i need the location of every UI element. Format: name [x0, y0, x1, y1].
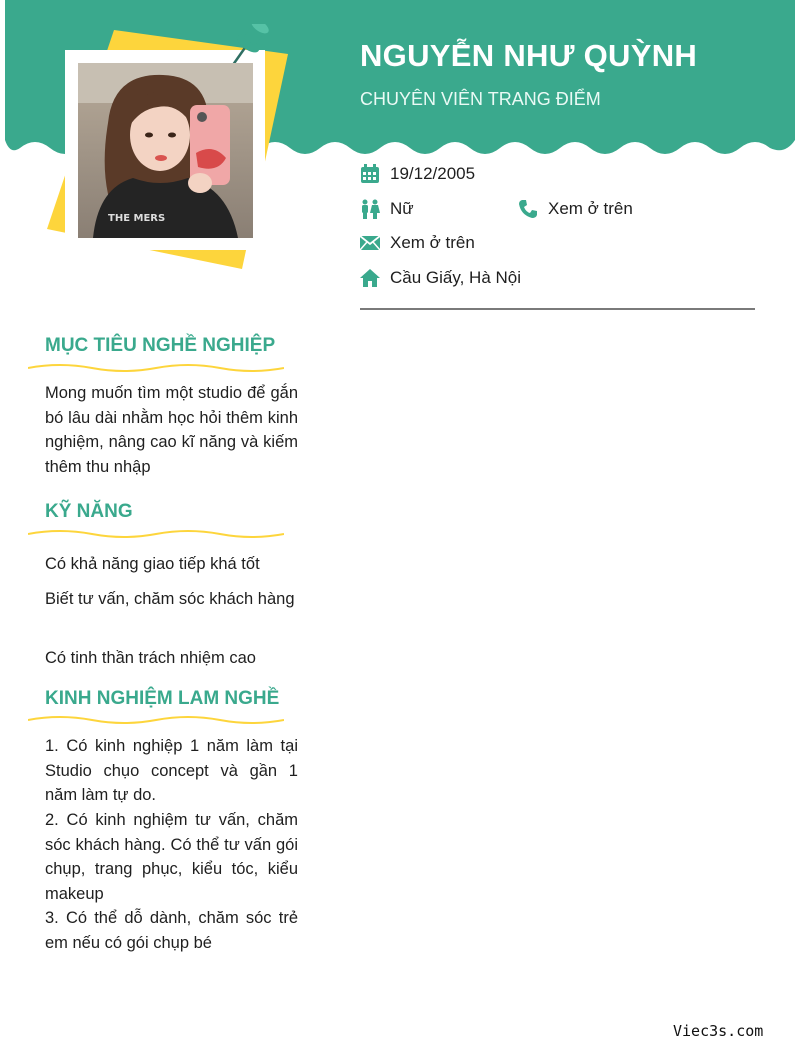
skills-heading: KỸ NĂNG [45, 501, 133, 522]
email-row [360, 233, 475, 253]
gender-row [360, 199, 414, 219]
address-row [360, 268, 521, 288]
gender-value: Nữ [390, 199, 414, 218]
job-title: CHUYÊN VIÊN TRANG ĐIỂM [360, 89, 601, 109]
experience-item: 1. Có kinh nghiệp 1 năm làm tại Studio chụo concept và gần 1 năm làm tự do. [45, 737, 298, 804]
birthday-value: 19/12/2005 [390, 164, 476, 183]
phone-row [518, 199, 633, 219]
info-divider [360, 308, 755, 310]
objective-text: Mong muốn tìm một studio để gắn bó lâu dài nhằm học hỏi thêm kinh nghiệm, nâng cao kĩ năng và kiếm thêm thu nhập [45, 384, 298, 476]
email-icon [360, 235, 380, 251]
profile-photo [78, 63, 253, 238]
phone-icon [518, 199, 538, 219]
address-value: Cầu Giấy, Hà Nội [390, 268, 522, 287]
phone-value: Xem ở trên [548, 199, 633, 218]
experience-item: 2. Có kinh nghiệm tư vấn, chăm sóc khách hàng. Có thể tư vấn gói chụp, trang phục, kiểu tóc, kiểu makeup [45, 811, 298, 903]
experience-item: 3. Có thể dỗ dành, chăm sóc trẻ em nếu có gói chụp bé [45, 909, 298, 952]
skill-item: Biết tư vấn, chăm sóc khách hàng [45, 590, 295, 608]
email-value: Xem ở trên [390, 233, 475, 252]
skill-item: Có khả năng giao tiếp khá tốt [45, 555, 260, 573]
svg-text:THE MERS: THE MERS [108, 213, 166, 224]
watermark: Viec3s.com [673, 1022, 764, 1040]
birthday-row [360, 164, 475, 184]
skills-underline [28, 528, 284, 540]
skill-item: Có tinh thần trách nhiệm cao [45, 649, 256, 667]
gender-icon [360, 199, 380, 219]
objective-heading: MỤC TIÊU NGHỀ NGHIỆP [45, 335, 276, 356]
experience-heading: KINH NGHIỆM LAM NGHỀ [45, 688, 280, 709]
candidate-name: NGUYỄN NHƯ QUỲNH [360, 38, 698, 73]
home-icon [360, 269, 380, 287]
calendar-icon [360, 164, 380, 184]
objective-underline [28, 362, 284, 374]
experience-underline [28, 714, 284, 726]
